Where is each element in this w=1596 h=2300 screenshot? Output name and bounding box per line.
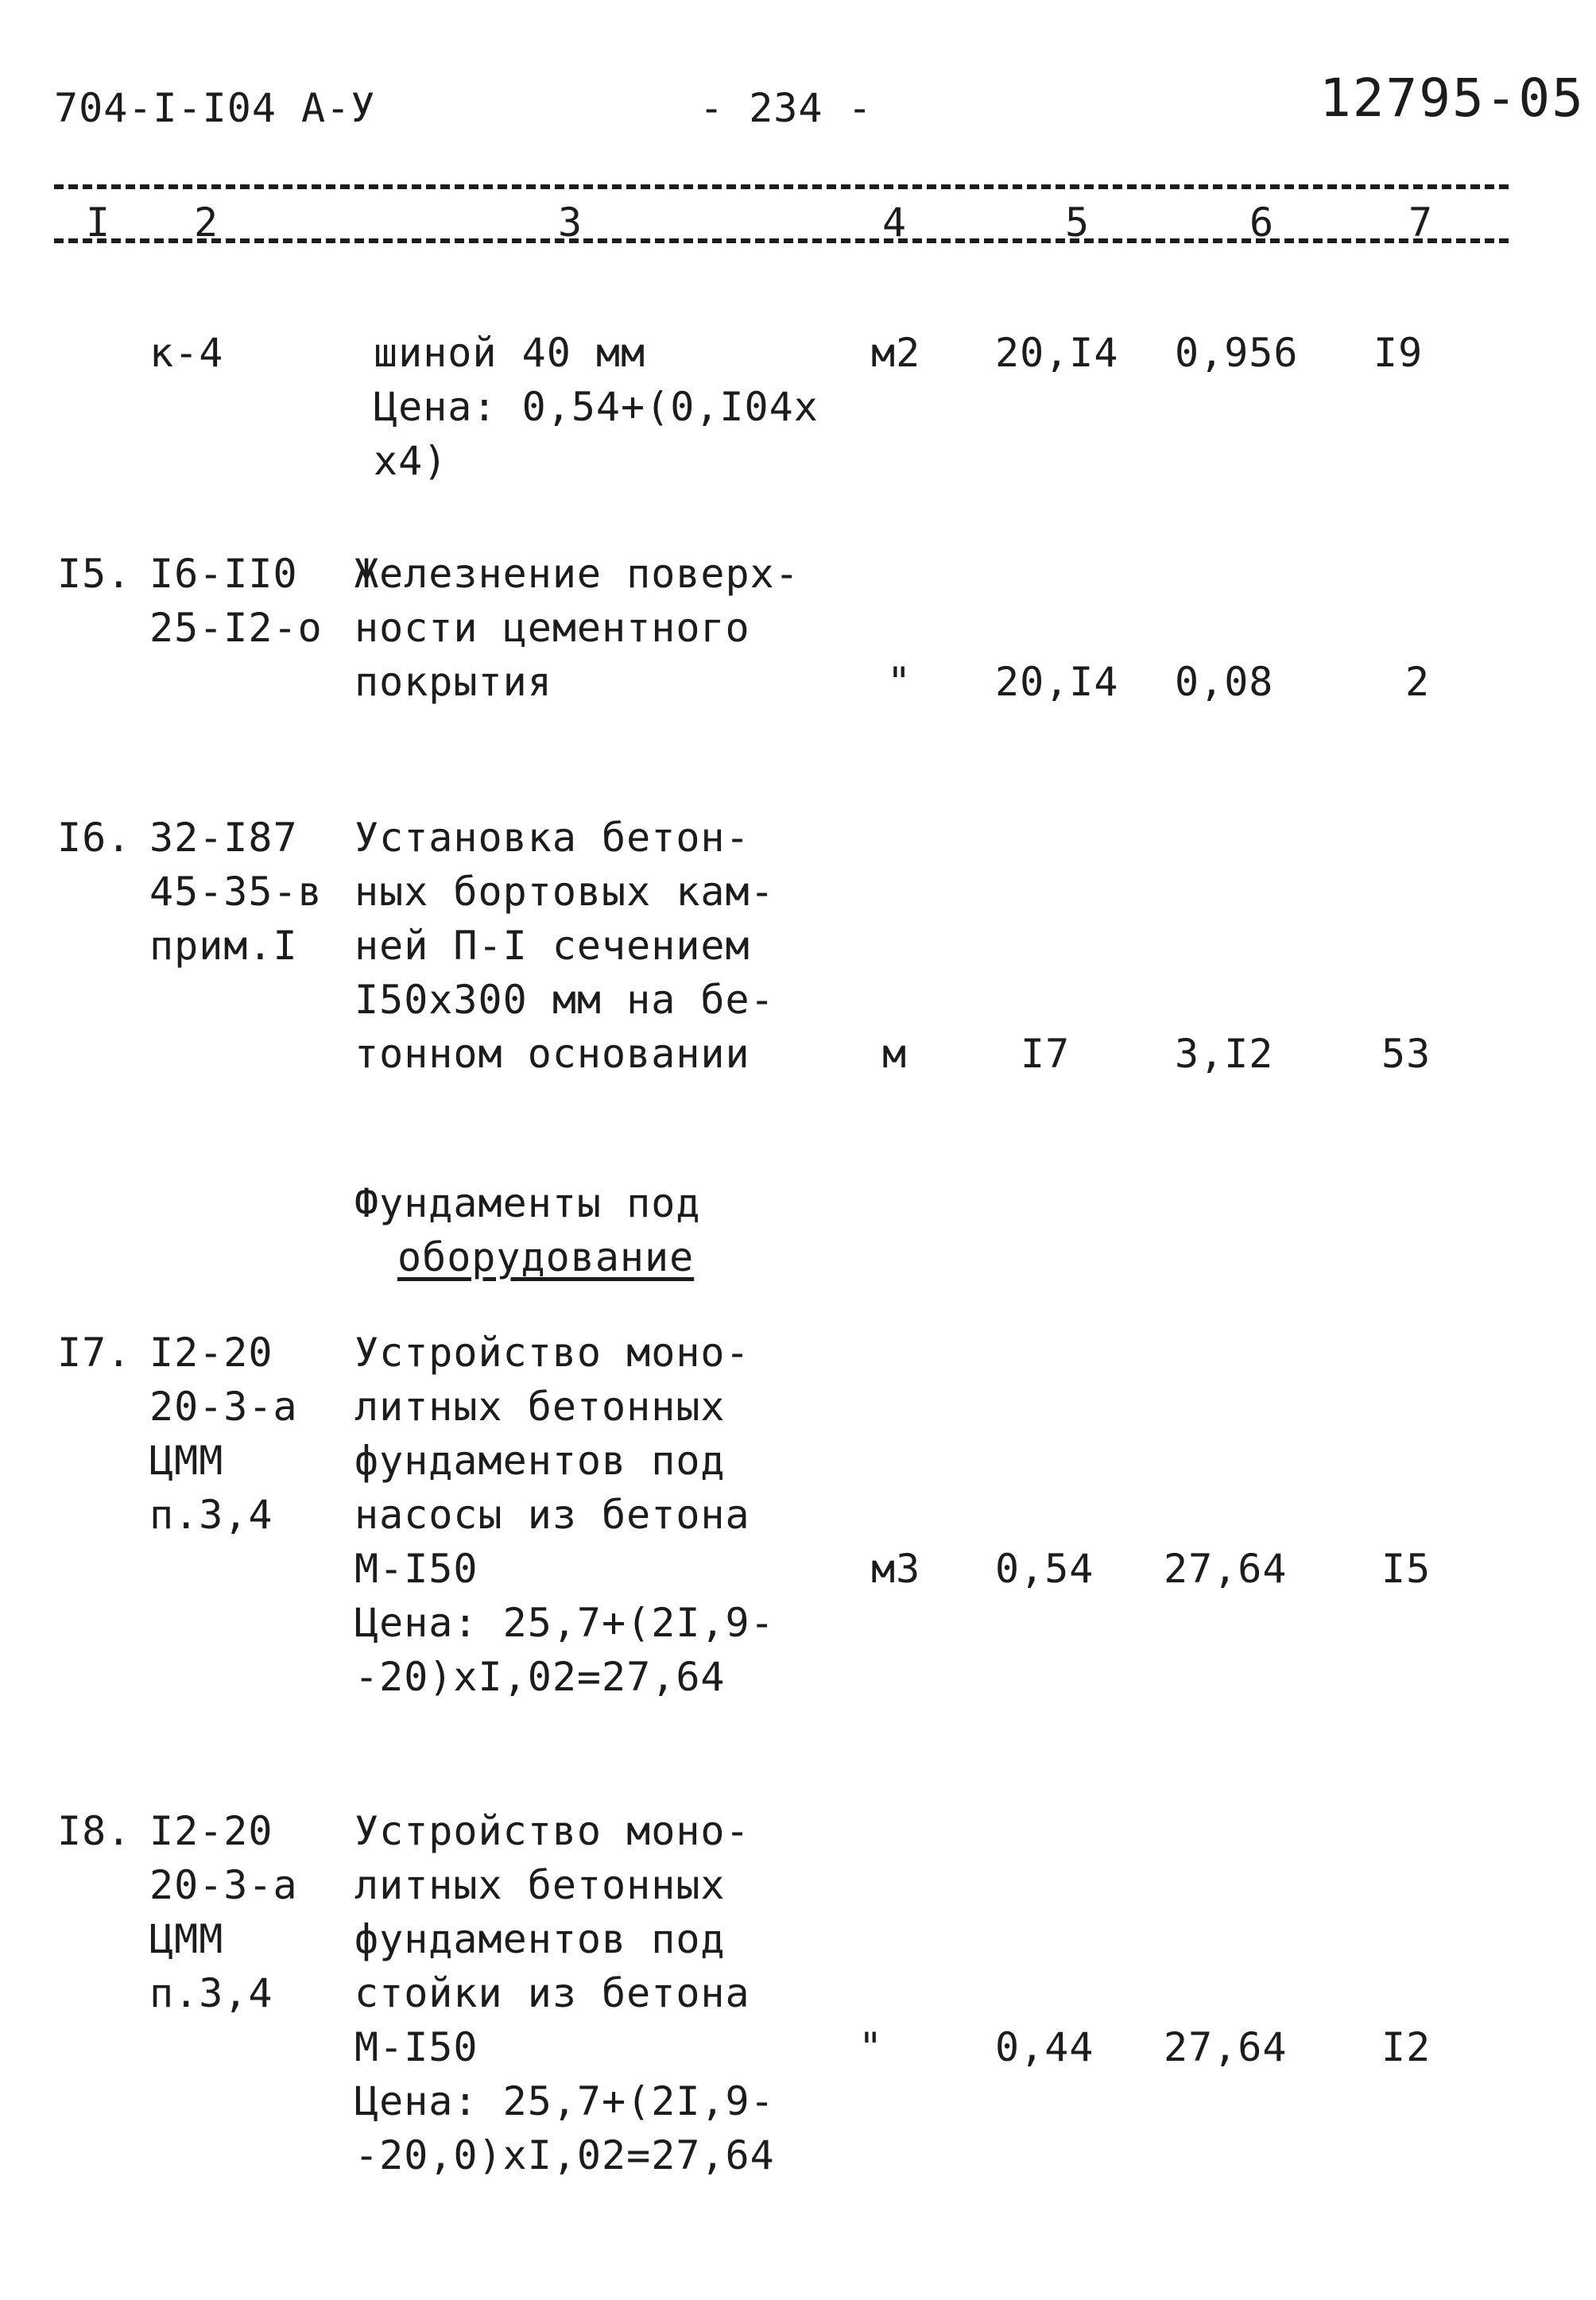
row-number: I8. [57, 1808, 132, 1854]
section-title-underlined: оборудование [397, 1234, 695, 1280]
row-description: шиной 40 мм Цена: 0,54+(0,I04х х4) [374, 330, 819, 484]
row-code: I2-20 20-3-а ЦММ п.3,4 [149, 1330, 298, 1538]
row-price: 0,08 [1175, 659, 1274, 705]
column-number-3: 3 [558, 199, 583, 246]
row-quantity: 0,54 [995, 1546, 1094, 1592]
column-number-2: 2 [194, 199, 219, 246]
row-number: I7. [57, 1330, 132, 1376]
row-unit: " [858, 2024, 884, 2070]
row-number: I6. [57, 815, 132, 861]
row-description: Установка бетон- ных бортовых кам- ней П-I сечением I50х300 мм на бе- тонном основании [354, 815, 775, 1077]
row-price: 3,I2 [1175, 1031, 1274, 1077]
row-quantity: 20,I4 [995, 330, 1119, 376]
row-total: I9 [1373, 330, 1424, 376]
row-description: Устройство моно- литных бетонных фундаментов под стойки из бетона М-I50 Цена: 25,7+(2I,9- -20,0)хI,02=27,64 [354, 1808, 775, 2178]
row-unit: " [887, 659, 912, 705]
row-quantity: 20,I4 [995, 659, 1119, 705]
row-unit: м3 [871, 1546, 921, 1592]
row-price: 27,64 [1164, 1546, 1288, 1592]
column-number-4: 4 [882, 199, 908, 246]
top-dashed-rule [54, 184, 1509, 189]
row-price: 0,956 [1175, 330, 1299, 376]
bottom-dashed-rule [54, 238, 1509, 243]
row-total: I5 [1381, 1546, 1431, 1592]
row-total: 2 [1405, 659, 1431, 705]
column-number-6: 6 [1249, 199, 1275, 246]
row-unit: м [882, 1031, 908, 1077]
row-total: I2 [1381, 2024, 1431, 2070]
row-description: Устройство моно- литных бетонных фундаментов под насосы из бетона М-I50 Цена: 25,7+(2I,9- -20)хI,02=27,64 [354, 1330, 775, 1700]
sheet-code: 12795-05 [1319, 68, 1585, 129]
row-code: I2-20 20-3-а ЦММ п.3,4 [149, 1808, 298, 2016]
column-number-5: 5 [1065, 199, 1090, 246]
row-unit: м2 [871, 330, 921, 376]
column-number-7: 7 [1408, 199, 1434, 246]
row-code: 32-I87 45-35-в прим.I [149, 815, 323, 969]
document-code: 704-I-I04 А-У [54, 85, 376, 131]
row-code: I6-II0 25-I2-о [149, 551, 323, 651]
row-price: 27,64 [1164, 2024, 1288, 2070]
column-number-1: I [86, 199, 111, 246]
page-number: - 234 - [699, 85, 873, 131]
row-code: к-4 [149, 330, 224, 376]
row-number: I5. [57, 551, 132, 597]
section-title: Фундаменты под [354, 1180, 701, 1226]
row-quantity: 0,44 [995, 2024, 1094, 2070]
row-description: Железнение поверх- ности цементного покрытия [354, 551, 800, 705]
row-total: 53 [1381, 1031, 1431, 1077]
row-quantity: I7 [1021, 1031, 1071, 1077]
